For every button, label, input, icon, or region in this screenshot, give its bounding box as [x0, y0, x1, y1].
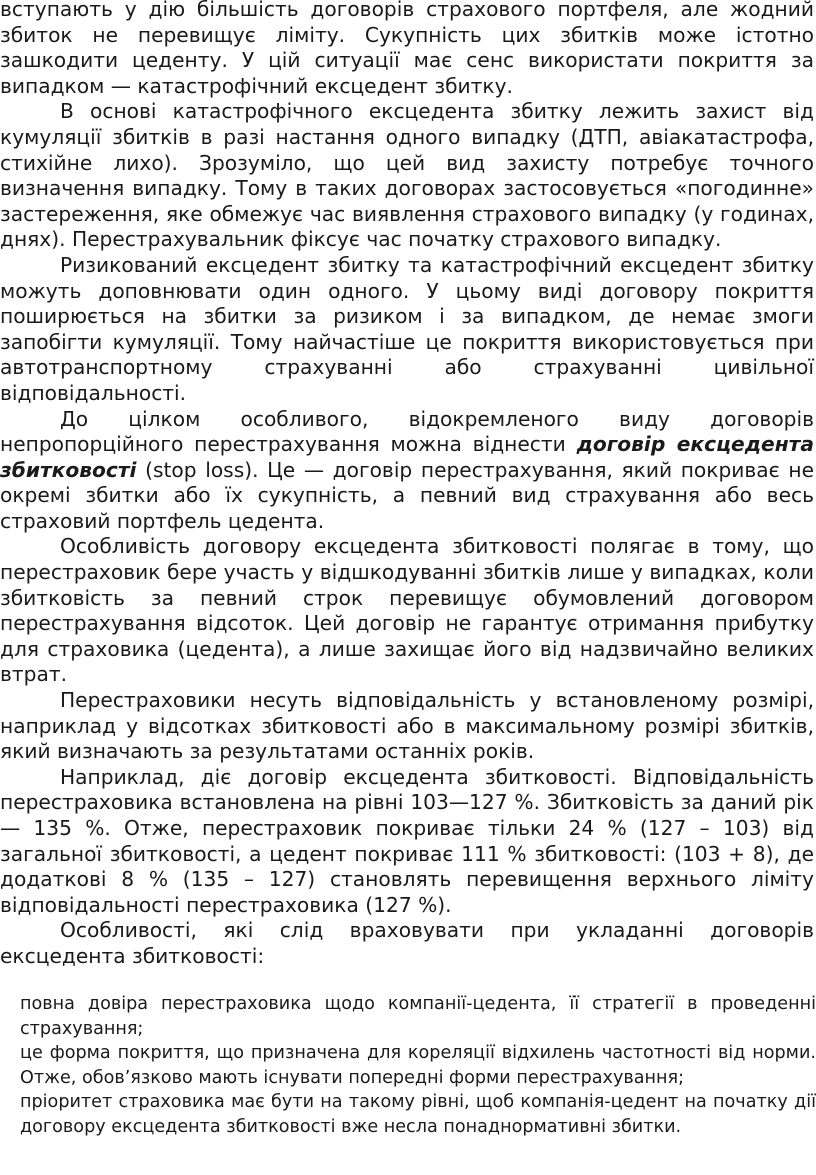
- considerations-list: [20, 992, 816, 1140]
- paragraph-stop-loss-feature: Особливість договору ексцедента збитковості полягає в тому, що перестраховик бере участь у відшкодуванні збитків лише у випадках, коли збитковість за певний строк перевищує обумовлений договором перестрахування відсоток. Цей договір не гарантує отримання прибутку для страховика (цедента), а лише захищає його від надзвичайно великих втрат.: [0, 534, 814, 687]
- paragraph-risk-excess: Ризикований ексцедент збитку та катастрофічний ексцедент збитку можуть доповнювати один одного. У цьому виді договору покриття поширюється на збитки за ризиком і за випадком, де немає змоги запобігти кумуляції. Тому найчастіше це покриття використовується при автотранспортному страхуванні або страхуванні цивільної відповідальності.: [0, 252, 814, 405]
- paragraph-stop-loss: [0, 407, 814, 535]
- paragraph-continued: вступають у дію більшість договорів страхового портфеля, але жодний збиток не перевищує ліміту. Сукупність цих збитків може істотно зашкодити цеденту. У цій ситуації має сенс використати покриття за випадком — катастрофічний ексцедент збитку.: [0, 0, 814, 98]
- stop-loss-term: договір ексцедента збитковості: [0, 432, 814, 482]
- paragraph-example: Наприклад, діє договір ексцедента збитковості. Відповідальність перестраховика встановлена на рівні 103—127 %. Збитковість за даний рік — 135 %. Отже, перестраховик покриває тільки 24 % (127 – 103) від загальної збитковості, а цедент покриває 111 % збитковості: (103 + 8), де додаткові 8 % (135 – 127) становлять перевищення верхнього ліміту відповідальності перестраховика (127 %).: [0, 764, 814, 917]
- paragraph-catastrophe-excess: В основі катастрофічного ексцедента збитку лежить захист від кумуляції збитків в разі настання одного випадку (ДТП, авіакатастрофа, стихійне лихо). Зрозуміло, що цей вид захисту потребує точного визначення випадку. Тому в таких договорах застосовується «погодинне» застереження, яке обмежує час виявлення страхового випадку (у годинах, днях). Перестрахувальник фіксує час початку страхового випадку.: [0, 99, 814, 252]
- list-item: це форма покриття, що призначена для кореляції відхилень частотності від норми. Отже, обов’язково мають існувати попередні форми перестрахування;: [20, 1043, 816, 1088]
- list-item: пріоритет страховика має бути на такому рівні, щоб компанія-цедент на початку дії договору ексцедента збитковості вже несла понаднормативні збитки.: [20, 1092, 816, 1137]
- list-item: повна довіра перестраховика щодо компанії-цедента, її стратегії в проведенні страхування;: [20, 994, 816, 1039]
- paragraph-reinsurer-liability: Перестраховики несуть відповідальність у встановленому розмірі, наприклад у відсотках збитковості або в максимальному розмірі збитків, який визначають за результатами останніх років.: [0, 688, 814, 764]
- stop-loss-intro: До цілком особливого, відокремленого виду договорів непропорційного перестрахування можна віднести: [0, 406, 814, 457]
- paragraph-list-intro: Особливості, які слід враховувати при укладанні договорів ексцедента збитковості:: [0, 918, 814, 968]
- stop-loss-definition: (stop loss). Це — договір перестрахування, який покриває не окремі збитки або їх сукупність, а певний вид страхування або весь страховий портфель цедента.: [0, 457, 814, 533]
